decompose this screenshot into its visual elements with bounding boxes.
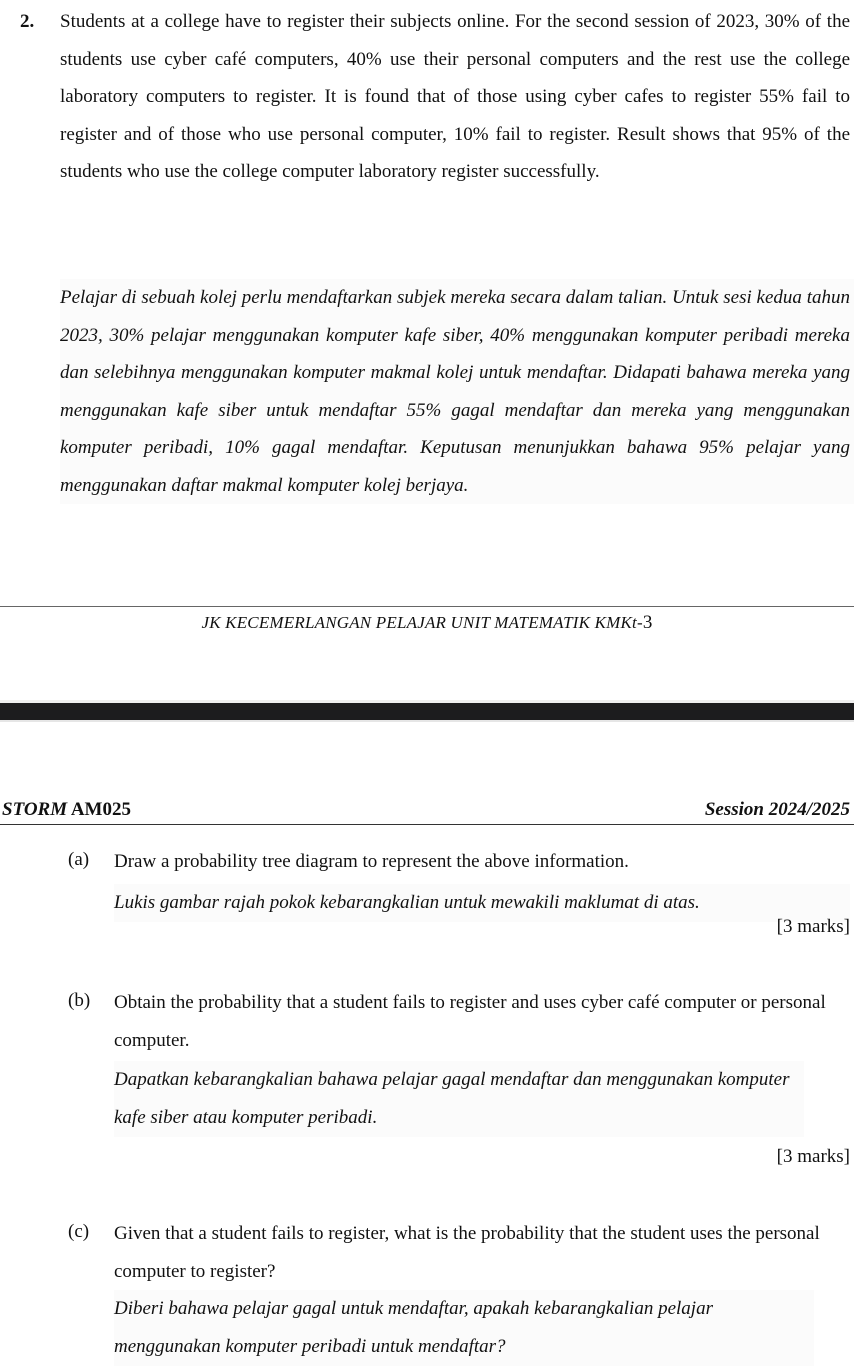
page-break-bar (0, 703, 854, 720)
page-header-session: Session 2024/2025 (704, 799, 850, 820)
header-divider (0, 824, 854, 825)
part-c-label: (c) (68, 1221, 90, 1242)
page-header-left (2, 799, 131, 821)
question-text-english: Students at a college have to register their subjects online. For the second session of 2023, 30% of the students use cyber café computers, 40% use their personal computers and the rest use the college laboratory computers to register. It is found that of those using cyber cafes to register 55% fail to register and of those who use personal computer, 10% fail to register. Result shows that 95% of the students who use the college computer laboratory register successfully. (60, 11, 850, 182)
part-b-text-malay: Dapatkan kebarangkalian bahawa pelajar gagal mendaftar dan menggunakan komputer kafe siber atau komputer peribadi. (114, 1061, 804, 1137)
question-text-malay: Pelajar di sebuah kolej perlu mendaftarkan subjek mereka secara dalam talian. Untuk sesi kedua tahun 2023, 30% pelajar menggunakan komputer kafe siber, 40% menggunakan komputer peribadi mereka dan selebihnya menggunakan komputer makmal kolej untuk mendaftar. Didapati bahawa mereka yang menggunakan kafe siber untuk mendaftar 55% gagal mendaftar dan mereka yang menggunakan komputer peribadi, 10% gagal mendaftar. Keputusan menunjukkan bahawa 95% pelajar yang menggunakan daftar makmal komputer kolej berjaya. (60, 279, 854, 504)
part-a-marks: [3 marks] (776, 916, 850, 937)
page-gap-bottom (0, 720, 854, 722)
footer-text: JK KECEMERLANGAN PELAJAR UNIT MATEMATIK KMKt- (201, 613, 643, 632)
part-b-text-english: Obtain the probability that a student fails to register and uses cyber café computer or personal computer. (114, 992, 826, 1051)
part-b-label: (b) (68, 990, 91, 1011)
header-course-code: AM025 (67, 799, 131, 820)
header-module-name: STORM (2, 799, 68, 820)
question-number: 2. (20, 11, 35, 32)
page-footer (0, 612, 854, 634)
part-a-text-malay: Lukis gambar rajah pokok kebarangkalian untuk mewakili maklumat di atas. (114, 884, 850, 922)
page-number: 3 (642, 612, 653, 633)
part-a-label: (a) (68, 849, 90, 870)
part-b-marks: [3 marks] (776, 1146, 850, 1167)
part-a-text-english: Draw a probability tree diagram to represent the above information. (114, 851, 629, 872)
footer-divider (0, 606, 854, 607)
part-c-text-malay: Diberi bahawa pelajar gagal untuk mendaftar, apakah kebarangkalian pelajar menggunakan komputer peribadi untuk mendaftar? (114, 1290, 814, 1366)
part-c-text-english: Given that a student fails to register, what is the probability that the student uses the personal computer to register? (114, 1223, 820, 1282)
